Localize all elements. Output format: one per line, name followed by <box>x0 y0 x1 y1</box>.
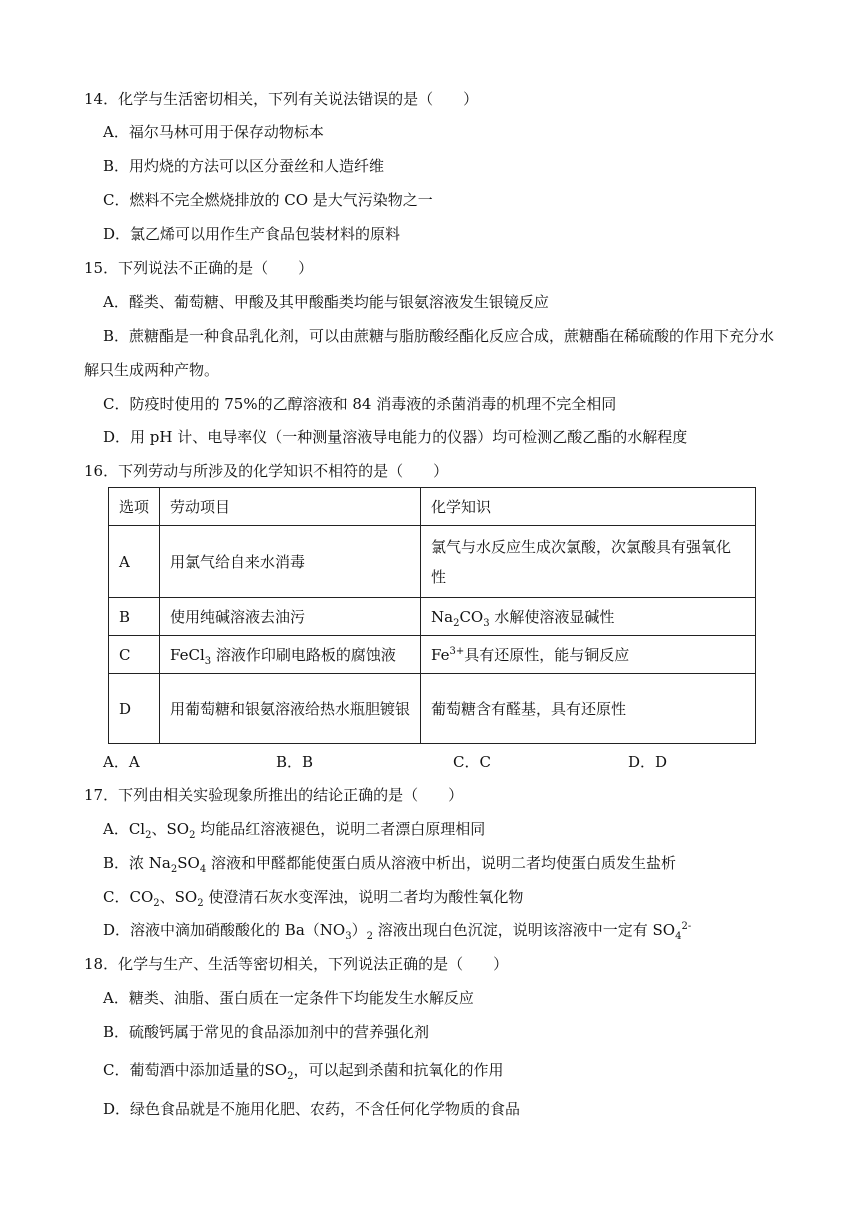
q15-option-b-line1: B．蔗糖酯是一种食品乳化剂，可以由蔗糖与脂肪酸经酯化反应合成，蔗糖酯在稀硫酸的作用下充分水 <box>103 327 775 345</box>
q15-option-a: A．醛类、葡萄糖、甲酸及其甲酸酯类均能与银氨溶液发生银镜反应 <box>103 293 549 311</box>
q17-option-a: A．$Cl_2$、$SO_2$ 均能品红溶液褪色，说明二者漂白原理相同 <box>103 820 486 841</box>
q16-row-d-task: 用葡萄糖和银氨溶液给热水瓶胆镀银 <box>160 674 421 744</box>
q14-option-b: B．用灼烧的方法可以区分蚕丝和人造纤维 <box>103 157 385 175</box>
q16-table-row <box>109 674 756 744</box>
q16-table-header-row <box>109 488 756 526</box>
q14-option-c: C．燃料不完全燃烧排放的 CO 是大气污染物之一 <box>103 191 433 209</box>
q16-row-c-option: C <box>109 636 160 674</box>
q15-stem: 15．下列说法不正确的是（ ） <box>84 259 314 277</box>
q17-stem: 17．下列由相关实验现象所推出的结论正确的是（ ） <box>84 786 464 804</box>
q18-option-d: D．绿色食品就是不施用化肥、农药，不含任何化学物质的食品 <box>103 1100 521 1118</box>
q16-row-b-knowledge: $Na_2CO_3$ 水解使溶液显碱性 <box>421 598 756 636</box>
q18-option-c: C．葡萄酒中添加适量的$SO_2$，可以起到杀菌和抗氧化的作用 <box>103 1061 504 1082</box>
q14-stem: 14．化学与生活密切相关，下列有关说法错误的是（ ） <box>84 90 479 108</box>
q16-choice-b: B．B <box>276 753 314 771</box>
q16-row-b-task: 使用纯碱溶液去油污 <box>160 598 421 636</box>
q16-row-c-task: FeCl$_3$ 溶液作印刷电路板的腐蚀液 <box>160 636 421 674</box>
q16-row-a-task: 用氯气给自来水消毒 <box>160 526 421 598</box>
q18-stem: 18．化学与生产、生活等密切相关，下列说法正确的是（ ） <box>84 955 509 973</box>
q16-header-task: 劳动项目 <box>160 488 421 526</box>
q14-option-a: A．福尔马林可用于保存动物标本 <box>103 123 324 141</box>
q16-row-a-knowledge: 氯气与水反应生成次氯酸，次氯酸具有强氧化性 <box>421 526 756 598</box>
q15-option-b-line2: 解只生成两种产物。 <box>84 361 220 379</box>
q16-row-d-option: D <box>109 674 160 744</box>
q16-table <box>108 487 756 744</box>
so2-formula: SO <box>264 1061 288 1079</box>
q16-row-b-option: B <box>109 598 160 636</box>
q16-table-row <box>109 526 756 598</box>
q17-option-c: C．$CO_2$、$SO_2$ 使澄清石灰水变浑浊，说明二者均为酸性氧化物 <box>103 888 524 909</box>
q17-option-d: D．溶液中滴加硝酸酸化的 $Ba(NO_3)_2$ 溶液出现白色沉淀，说明该溶液中一定有 $SO_4^{2-}$ <box>103 921 692 942</box>
q16-choices <box>103 751 823 771</box>
q14-option-d: D．氯乙烯可以用作生产食品包装材料的原料 <box>103 225 401 243</box>
q18-option-a: A．糖类、油脂、蛋白质在一定条件下均能发生水解反应 <box>103 989 474 1007</box>
q16-row-d-knowledge: 葡萄糖含有醛基，具有还原性 <box>421 674 756 744</box>
q16-stem: 16．下列劳动与所涉及的化学知识不相符的是（ ） <box>84 462 449 480</box>
q16-row-c-knowledge: $Fe^{3+}$具有还原性，能与铜反应 <box>421 636 756 674</box>
q16-table-row <box>109 598 756 636</box>
q16-table-row <box>109 636 756 674</box>
q16-header-option: 选项 <box>109 488 160 526</box>
q16-choice-d: D．D <box>628 753 668 771</box>
q17-option-b: B．浓 $Na_2SO_4$ 溶液和甲醛都能使蛋白质从溶液中析出，说明二者均使蛋白质发生盐析 <box>103 854 676 875</box>
q16-choice-a: A．A <box>103 753 140 771</box>
q16-choice-c: C．C <box>453 753 491 771</box>
q18-option-b: B．硫酸钙属于常见的食品添加剂中的营养强化剂 <box>103 1023 430 1041</box>
q16-row-a-option: A <box>109 526 160 598</box>
q15-option-c: C．防疫时使用的 75%的乙醇溶液和 84 消毒液的杀菌消毒的机理不完全相同 <box>103 395 617 413</box>
q15-option-d: D．用 pH 计、电导率仪（一种测量溶液导电能力的仪器）均可检测乙酸乙酯的水解程度 <box>103 428 688 446</box>
q16-header-knowledge: 化学知识 <box>421 488 756 526</box>
